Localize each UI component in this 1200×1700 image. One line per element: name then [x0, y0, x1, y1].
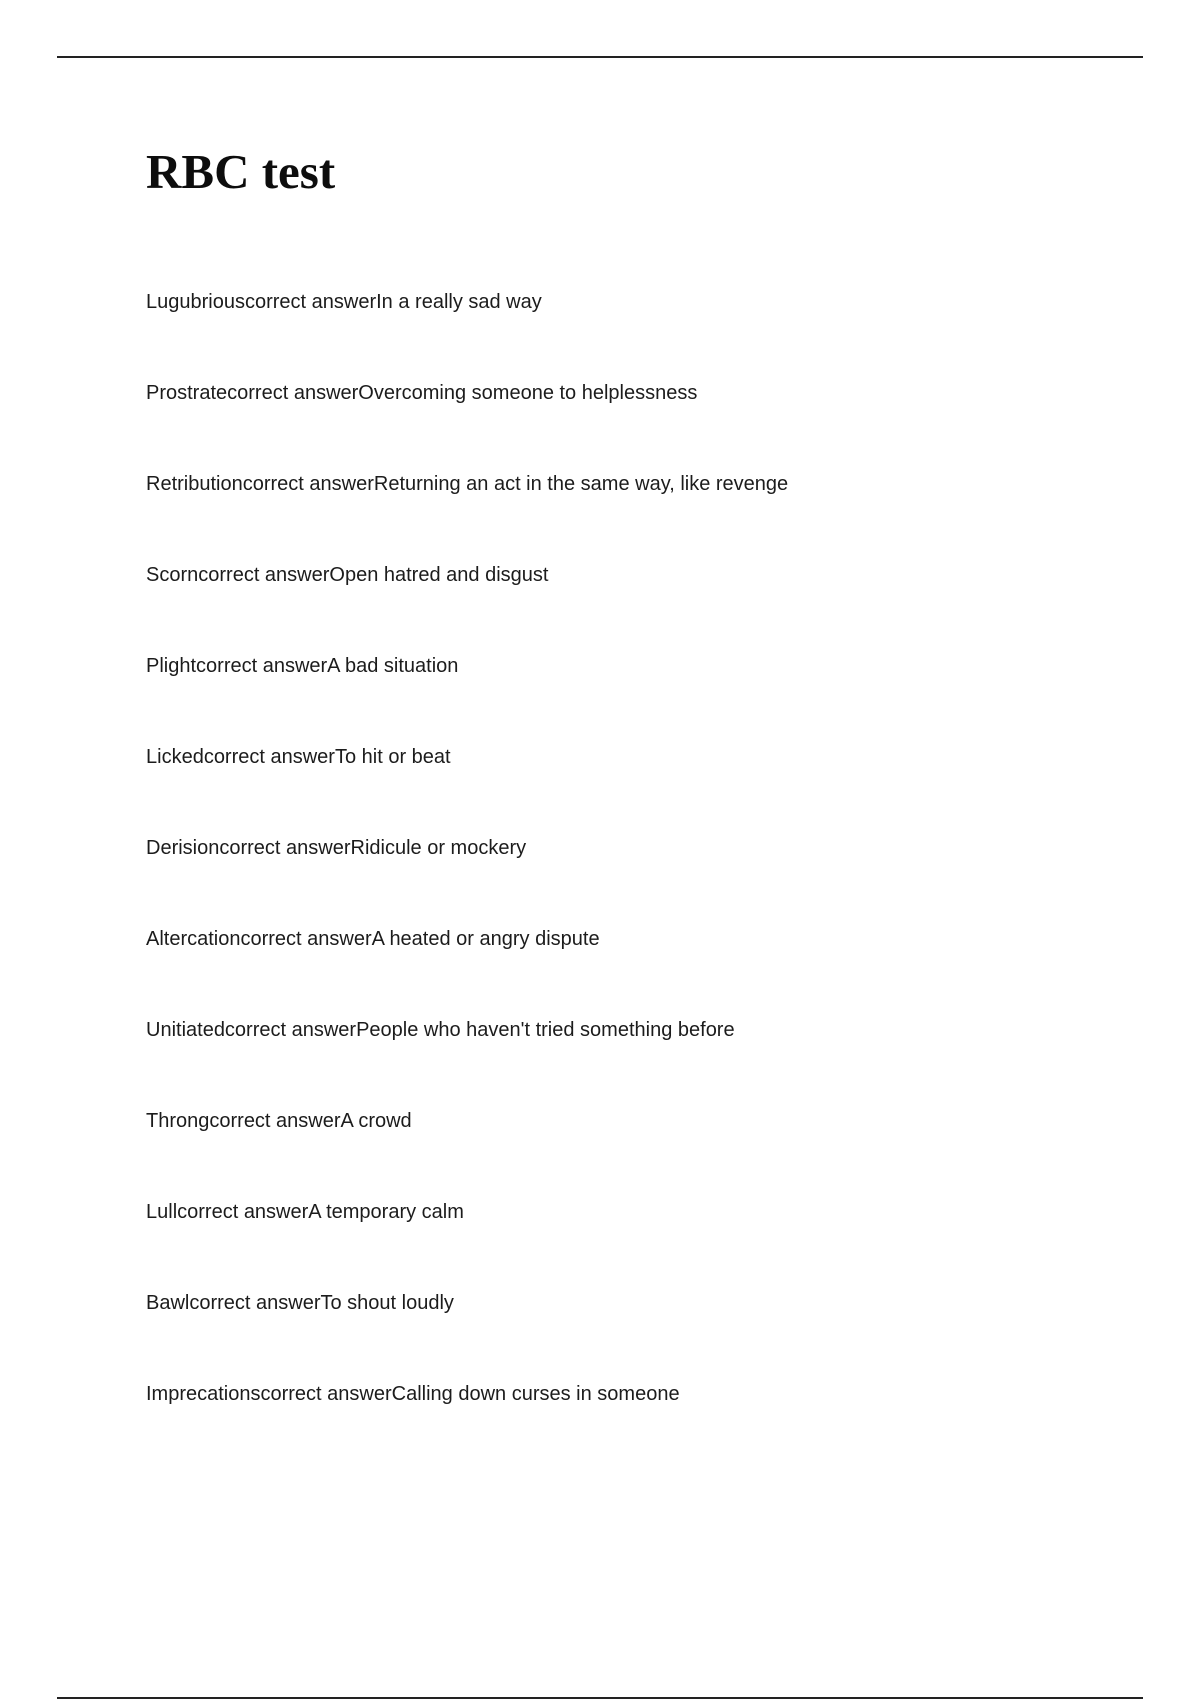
entry: Plightcorrect answerA bad situation [146, 655, 459, 677]
entry: Lullcorrect answerA temporary calm [146, 1201, 464, 1223]
entry: Altercationcorrect answerA heated or angry dispute [146, 928, 600, 950]
entry: Scorncorrect answerOpen hatred and disgust [146, 564, 549, 586]
entry: Retributioncorrect answerReturning an act in the same way, like revenge [146, 473, 789, 495]
entry: Throngcorrect answerA crowd [146, 1110, 412, 1132]
entry: Bawlcorrect answerTo shout loudly [146, 1292, 454, 1314]
page-title: RBC test [146, 144, 336, 199]
entry: Imprecationscorrect answerCalling down curses in someone [146, 1383, 680, 1405]
entry: Prostratecorrect answerOvercoming someone to helplessness [146, 382, 698, 404]
top-rule [57, 56, 1143, 58]
entry: Unitiatedcorrect answerPeople who haven't tried something before [146, 1019, 735, 1041]
entry-list [146, 290, 1146, 1473]
bottom-rule [57, 1697, 1143, 1699]
entry: Derisioncorrect answerRidicule or mockery [146, 837, 527, 859]
entry: Lugubriouscorrect answerIn a really sad way [146, 291, 542, 313]
entry: Lickedcorrect answerTo hit or beat [146, 746, 451, 768]
